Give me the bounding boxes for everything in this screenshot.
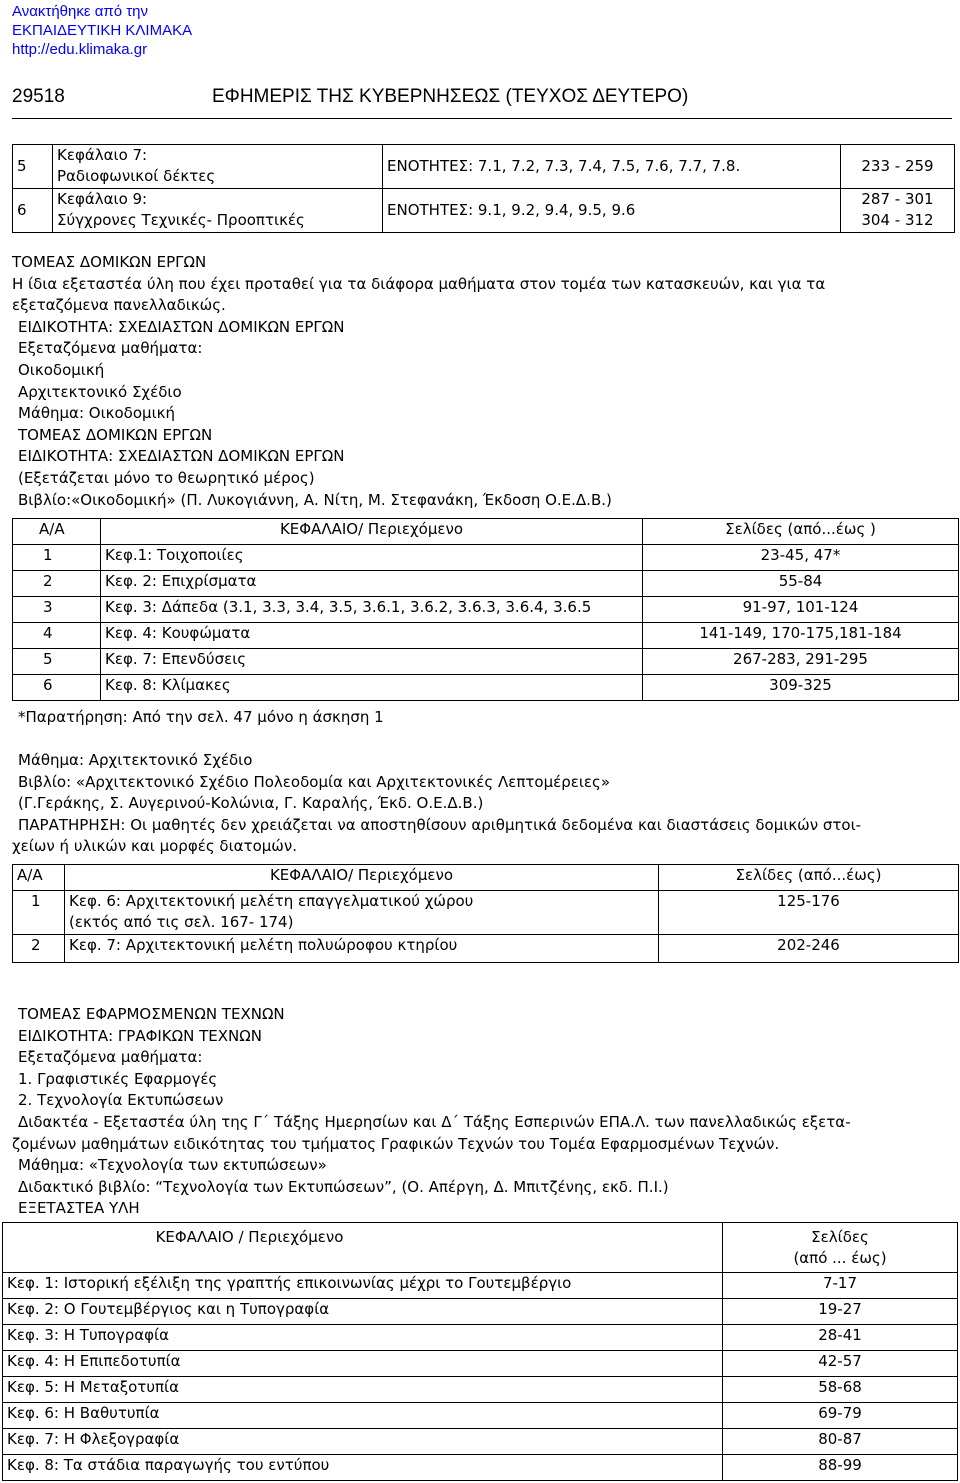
section-title: ΤΟΜΕΑΣ ΔΟΜΙΚΩΝ ΕΡΓΩΝ — [12, 253, 207, 271]
column-header: ΚΕΦΑΛΑΙΟ / Περιεχόμενο — [3, 1223, 723, 1273]
text-line: Εξεταζόμενα μαθήματα: — [18, 1048, 203, 1067]
row-number: 2 — [13, 571, 101, 597]
top-syllabus-table — [12, 144, 955, 233]
table-row — [13, 935, 959, 963]
column-header: ΚΕΦΑΛΑΙΟ/ Περιεχόμενο — [65, 865, 659, 891]
table-row — [13, 891, 959, 935]
pages-cell: 69-79 — [723, 1403, 958, 1429]
table-header-row — [13, 519, 959, 545]
text-line: ΠΑΡΑΤΗΡΗΣΗ: Οι μαθητές δεν χρειάζεται να αποστηθίσουν αριθμητικά δεδομένα και διαστάσεις δομικών στοι- — [18, 815, 862, 834]
table-row — [13, 649, 959, 675]
chapter-cell: Κεφ. 3: Δάπεδα (3.1, 3.3, 3.4, 3.5, 3.6.1, 3.6.2, 3.6.3, 3.6.4, 3.6.5 — [101, 597, 643, 623]
text-line: Διδακτικό βιβλίο: “Τεχνολογία των Εκτυπώσεων”, (Ο. Απέργη, Δ. Μπιτζένης, εκδ. Π.Ι.) — [18, 1177, 669, 1196]
chapter-cell: Κεφάλαιο 7: Ραδιοφωνικοί δέκτες — [53, 145, 383, 189]
text-line: (Γ.Γεράκης, Σ. Αυγερινού-Κολώνια, Γ. Καραλής, Έκδ. Ο.Ε.Δ.Β.) — [18, 794, 484, 813]
text-line: Εξεταζόμενα μαθήματα: — [18, 339, 203, 358]
column-header: Σελίδες (από ... έως) — [723, 1223, 958, 1273]
text-line: Βιβλίο:«Οικοδομική» (Π. Λυκογιάννη, Α. Νίτη, Μ. Στεφανάκη, Έκδοση Ο.Ε.Δ.Β.) — [18, 490, 612, 509]
section-applied-arts — [12, 1004, 956, 1220]
pages-cell: 42-57 — [723, 1351, 958, 1377]
pages-cell: 287 - 301 304 - 312 — [841, 189, 955, 233]
text-line: ΕΙΔΙΚΟΤΗΤΑ: ΣΧΕΔΙΑΣΤΩΝ ΔΟΜΙΚΩΝ ΕΡΓΩΝ — [18, 447, 345, 466]
table-row — [13, 145, 955, 189]
chapter-cell: Κεφ.1: Τοιχοποιίες — [101, 545, 643, 571]
column-header: Α/Α — [13, 519, 101, 545]
table-header-row — [3, 1223, 958, 1273]
row-number: 3 — [13, 597, 101, 623]
pages-cell: 28-41 — [723, 1325, 958, 1351]
row-number: 5 — [13, 145, 53, 189]
chapter-cell: Κεφ. 2: Επιχρίσματα — [101, 571, 643, 597]
pages-cell: 233 - 259 — [841, 145, 955, 189]
chapter-cell: Κεφ. 6: Η Βαθυτυπία — [3, 1403, 723, 1429]
text-line: ΕΞΕΤΑΣΤΕΑ ΥΛΗ — [18, 1199, 140, 1218]
page-number: 29518 — [12, 86, 65, 107]
text-line: (Εξετάζεται μόνο το θεωρητικό μέρος) — [18, 468, 315, 487]
units-cell: ΕΝΟΤΗΤΕΣ: 9.1, 9.2, 9.4, 9.5, 9.6 — [383, 189, 841, 233]
table-row — [3, 1377, 958, 1403]
chapter-cell: Κεφ. 6: Αρχιτεκτονική μελέτη επαγγελματικού χώρου (εκτός από τις σελ. 167- 174) — [65, 891, 659, 935]
text-line: 1. Γραφιστικές Εφαρμογές — [18, 1069, 218, 1088]
table-row — [13, 597, 959, 623]
chapter-cell: Κεφ. 8: Τα στάδια παραγωγής του εντύπου — [3, 1455, 723, 1481]
watermark-line-1: Ανακτήθηκε από την — [12, 3, 149, 20]
chapter-cell: Κεφ. 2: Ο Γουτεμβέργιος και η Τυπογραφία — [3, 1299, 723, 1325]
text-line: ΤΟΜΕΑΣ ΕΦΑΡΜΟΣΜΕΝΩΝ ΤΕΧΝΩΝ — [18, 1005, 285, 1023]
pages-cell: 7-17 — [723, 1273, 958, 1299]
row-number: 5 — [13, 649, 101, 675]
chapter-cell: Κεφ. 7: Η Φλεξογραφία — [3, 1429, 723, 1455]
pages-cell: 91-97, 101-124 — [643, 597, 959, 623]
text-line: Βιβλίο: «Αρχιτεκτονικό Σχέδιο Πολεοδομία και Αρχιτεκτονικές Λεπτομέρειες» — [18, 772, 611, 791]
table-row — [13, 189, 955, 233]
chapter-cell: Κεφάλαιο 9: Σύγχρονες Τεχνικές- Προοπτικές — [53, 189, 383, 233]
table-note: *Παρατήρηση: Από την σελ. 47 μόνο η άσκηση 1 — [18, 708, 384, 726]
watermark-line-2: ΕΚΠΑΙΔΕΥΤΙΚΗ ΚΛΙΜΑΚΑ — [12, 22, 193, 39]
section-structural-works — [12, 252, 956, 511]
text-line: ΕΙΔΙΚΟΤΗΤΑ: ΓΡΑΦΙΚΩΝ ΤΕΧΝΩΝ — [18, 1026, 262, 1045]
text-line: ΤΟΜΕΑΣ ΔΟΜΙΚΩΝ ΕΡΓΩΝ — [18, 425, 213, 444]
pages-cell: 55-84 — [643, 571, 959, 597]
table-row — [13, 623, 959, 649]
text-line: ζομένων μαθημάτων ειδικότητας του τμήματος Γραφικών Τεχνών του Τομέα Εφαρμοσμένων Τεχνών. — [12, 1134, 780, 1153]
text-line: χείων ή υλικών και μορφές διατομών. — [12, 837, 297, 856]
chapter-cell: Κεφ. 4: Η Επιπεδοτυπία — [3, 1351, 723, 1377]
table-row — [3, 1455, 958, 1481]
units-cell: ΕΝΟΤΗΤΕΣ: 7.1, 7.2, 7.3, 7.4, 7.5, 7.6, 7.7, 7.8. — [383, 145, 841, 189]
watermark-link[interactable]: http://edu.klimaka.gr — [12, 41, 148, 58]
section-architectural-drawing — [12, 750, 956, 858]
text-line: Διδακτέα - Εξεταστέα ύλη της Γ΄ Τάξης Ημερησίων και Δ΄ Τάξης Εσπερινών ΕΠΑ.Λ. των πανελλαδικώς εξετα- — [18, 1112, 851, 1131]
building-construction-table — [12, 518, 959, 701]
gazette-title: ΕΦΗΜΕΡΙΣ ΤΗΣ ΚΥΒΕΡΝΗΣΕΩΣ (ΤΕΥΧΟΣ ΔΕΥΤΕΡΟ) — [212, 86, 689, 107]
pages-cell: 19-27 — [723, 1299, 958, 1325]
text-line: Μάθημα: Αρχιτεκτονικό Σχέδιο — [18, 751, 253, 769]
row-number: 6 — [13, 675, 101, 701]
table-row — [3, 1429, 958, 1455]
text-line: Αρχιτεκτονικό Σχέδιο — [18, 382, 182, 401]
row-number: 4 — [13, 623, 101, 649]
row-number: 1 — [13, 891, 65, 935]
table-row — [3, 1273, 958, 1299]
text-line: ΕΙΔΙΚΟΤΗΤΑ: ΣΧΕΔΙΑΣΤΩΝ ΔΟΜΙΚΩΝ ΕΡΓΩΝ — [18, 317, 345, 336]
table-row — [13, 571, 959, 597]
printing-technology-table — [2, 1222, 958, 1481]
row-number: 6 — [13, 189, 53, 233]
table-header-row — [13, 865, 959, 891]
row-number: 2 — [13, 935, 65, 963]
column-header: Σελίδες (από...έως) — [659, 865, 959, 891]
text-line: Μάθημα: «Τεχνολογία των εκτυπώσεων» — [18, 1156, 327, 1175]
paragraph-line: εξεταζόμενα πανελλαδικώς. — [12, 296, 226, 315]
pages-cell: 141-149, 170-175,181-184 — [643, 623, 959, 649]
page-header — [12, 86, 952, 119]
pages-cell: 309-325 — [643, 675, 959, 701]
table-row — [13, 545, 959, 571]
pages-cell: 58-68 — [723, 1377, 958, 1403]
chapter-cell: Κεφ. 8: Κλίμακες — [101, 675, 643, 701]
chapter-cell: Κεφ. 1: Ιστορική εξέλιξη της γραπτής επικοινωνίας μέχρι το Γουτεμβέργιο — [3, 1273, 723, 1299]
text-line: 2. Τεχνολογία Εκτυπώσεων — [18, 1091, 224, 1110]
table-row — [3, 1351, 958, 1377]
chapter-cell: Κεφ. 5: Η Μεταξοτυπία — [3, 1377, 723, 1403]
text-line: Οικοδομική — [18, 360, 105, 379]
table-row — [3, 1403, 958, 1429]
architectural-drawing-table — [12, 864, 959, 963]
chapter-cell: Κεφ. 3: Η Τυπογραφία — [3, 1325, 723, 1351]
pages-cell: 88-99 — [723, 1455, 958, 1481]
text-line: Μάθημα: Οικοδομική — [18, 404, 175, 423]
watermark — [12, 2, 192, 59]
paragraph-line: Η ίδια εξεταστέα ύλη που έχει προταθεί για τα διάφορα μαθήματα στον τομέα των κατασκευών, και για τα — [12, 274, 826, 293]
pages-cell: 80-87 — [723, 1429, 958, 1455]
chapter-cell: Κεφ. 7: Επενδύσεις — [101, 649, 643, 675]
pages-cell: 125-176 — [659, 891, 959, 935]
column-header: Α/Α — [13, 865, 65, 891]
table-row — [3, 1325, 958, 1351]
pages-cell: 202-246 — [659, 935, 959, 963]
chapter-cell: Κεφ. 4: Κουφώματα — [101, 623, 643, 649]
pages-cell: 267-283, 291-295 — [643, 649, 959, 675]
pages-cell: 23-45, 47* — [643, 545, 959, 571]
table-row — [13, 675, 959, 701]
column-header: ΚΕΦΑΛΑΙΟ/ Περιεχόμενο — [101, 519, 643, 545]
row-number: 1 — [13, 545, 101, 571]
chapter-cell: Κεφ. 7: Αρχιτεκτονική μελέτη πολυώροφου κτηρίου — [65, 935, 659, 963]
table-row — [3, 1299, 958, 1325]
column-header: Σελίδες (από...έως ) — [643, 519, 959, 545]
